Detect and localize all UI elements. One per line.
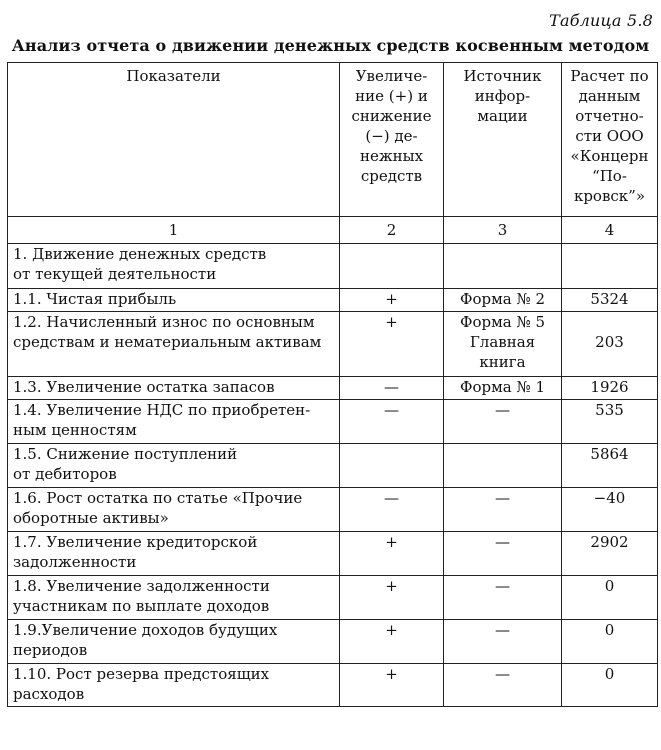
table-row <box>8 444 658 488</box>
value-cell: 0 <box>562 576 658 620</box>
indicator-cell: 1.4. Увеличение НДС по приобретен- ным ценностям <box>8 400 340 444</box>
indicator-cell: 1.6. Рост остатка по статье «Прочие оборотные активы» <box>8 488 340 532</box>
source-cell: Форма № 1 <box>444 377 562 400</box>
indicator-cell: 1.3. Увеличение остатка запасов <box>8 377 340 400</box>
header-source: Источник инфор- мации <box>444 63 562 217</box>
sign-cell: + <box>340 620 444 664</box>
table-row <box>8 400 658 444</box>
source-cell: — <box>444 488 562 532</box>
source-cell: — <box>444 576 562 620</box>
indicator-cell: 1.2. Начисленный износ по основным средствам и нематериальным активам <box>8 312 340 377</box>
source-cell: Форма № 2 <box>444 289 562 312</box>
cash-flow-analysis-table <box>7 62 658 707</box>
indicator-cell: 1.9.Увеличение доходов будущих периодов <box>8 620 340 664</box>
value-cell: 535 <box>562 400 658 444</box>
value-cell: 2902 <box>562 532 658 576</box>
column-number: 2 <box>340 217 444 244</box>
source-cell: — <box>444 532 562 576</box>
header-calculation: Расчет по данным отчетно- сти ООО «Концерн “По- кровск”» <box>562 63 658 217</box>
sign-cell: — <box>340 488 444 532</box>
source-cell <box>444 444 562 488</box>
indicator-cell: 1. Движение денежных средств от текущей деятельности <box>8 244 340 289</box>
indicator-cell: 1.8. Увеличение задолженности участникам по выплате доходов <box>8 576 340 620</box>
table-row <box>8 576 658 620</box>
sign-cell: + <box>340 289 444 312</box>
sign-cell: — <box>340 377 444 400</box>
indicator-cell: 1.1. Чистая прибыль <box>8 289 340 312</box>
indicator-cell: 1.10. Рост резерва предстоящих расходов <box>8 664 340 707</box>
source-cell: — <box>444 664 562 707</box>
table-row <box>8 664 658 707</box>
document-title: Анализ отчета о движении денежных средств косвенным методом <box>11 36 650 55</box>
indicator-cell: 1.7. Увеличение кредиторской задолженности <box>8 532 340 576</box>
header-indicators: Показатели <box>8 63 340 217</box>
column-number: 3 <box>444 217 562 244</box>
table-row <box>8 620 658 664</box>
table-row <box>8 488 658 532</box>
table-row <box>8 244 658 289</box>
sign-cell: + <box>340 664 444 707</box>
table-row <box>8 312 658 377</box>
table-label: Таблица 5.8 <box>549 11 653 30</box>
table-row <box>8 532 658 576</box>
value-cell <box>562 244 658 289</box>
value-cell: −40 <box>562 488 658 532</box>
column-number: 1 <box>8 217 340 244</box>
sign-cell: + <box>340 576 444 620</box>
source-cell <box>444 244 562 289</box>
value-cell: 0 <box>562 620 658 664</box>
sign-cell <box>340 444 444 488</box>
sign-cell <box>340 244 444 289</box>
table-row <box>8 377 658 400</box>
source-cell: — <box>444 400 562 444</box>
value-cell: 5864 <box>562 444 658 488</box>
value-cell: 5324 <box>562 289 658 312</box>
source-cell: — <box>444 620 562 664</box>
source-cell: Форма № 5 Главная книга <box>444 312 562 377</box>
table-header-row <box>8 63 658 217</box>
sign-cell: + <box>340 532 444 576</box>
table-row <box>8 289 658 312</box>
indicator-cell: 1.5. Снижение поступлений от дебиторов <box>8 444 340 488</box>
column-number-row <box>8 217 658 244</box>
column-number: 4 <box>562 217 658 244</box>
sign-cell: + <box>340 312 444 377</box>
value-cell: 0 <box>562 664 658 707</box>
sign-cell: — <box>340 400 444 444</box>
value-cell: 1926 <box>562 377 658 400</box>
header-increase-decrease: Увеличе- ние (+) и снижение (−) де- нежных средств <box>340 63 444 217</box>
value-cell: 203 <box>562 312 658 377</box>
